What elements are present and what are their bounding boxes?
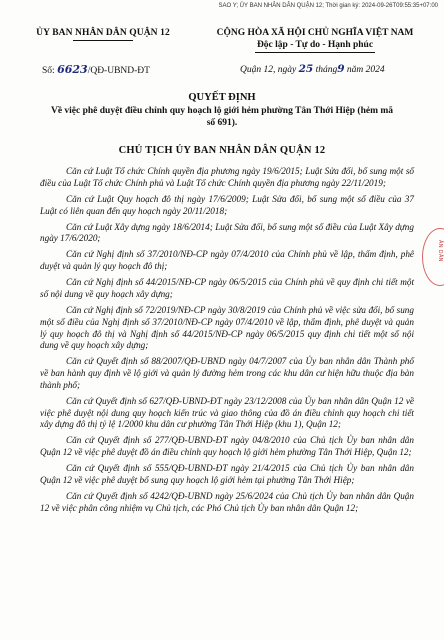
document-title: QUYẾT ĐỊNH: [188, 92, 256, 103]
doc-number-prefix: Số:: [42, 66, 55, 76]
authority-heading: CHỦ TỊCH ỦY BAN NHÂN DÂN QUẬN 12: [118, 145, 326, 156]
legal-basis-paragraph: Căn cứ Quyết định số 88/2007/QĐ-UBND ngày 04/7/2007 của Ủy ban nhân dân Thành phố về ban hành quy định về lộ giới và quản lý đường hẻm trong các khu dân cư hiện hữu thuộc địa bàn thành phố;: [40, 356, 414, 390]
doc-number-handwritten: 6623: [57, 63, 88, 76]
dateline-month: 9: [337, 63, 345, 75]
dateline: [240, 63, 385, 75]
dateline-day: 25: [298, 63, 314, 75]
national-header: [200, 28, 430, 53]
legal-basis-paragraph: Căn cứ Quyết định số 627/QĐ-UBND-ĐT ngày 23/12/2008 của Ủy ban nhân dân Quận 12 về việc phê duyệt nội dung quy hoạch kiến trúc và giao thông của đồ án điều chỉnh quy hoạch chi tiết xây dựng đô thị tỷ lệ 1/2000 khu dân cư phường Tân Thới Hiệp (khu 1), Quận 12;: [40, 395, 414, 430]
nation-name: CỘNG HÒA XÃ HỘI CHỦ NGHĨA VIỆT NAM: [216, 28, 414, 38]
dateline-month-word: tháng: [315, 65, 338, 75]
issuer-underline: [73, 40, 133, 41]
legal-basis-paragraph: Căn cứ Quyết định số 277/QĐ-UBND-ĐT ngày 04/8/2010 của Chủ tịch Ủy ban nhân dân Quận 12 về việc phê duyệt đồ án điều chỉnh quy hoạch lộ giới hẻm phường Tân Thới Hiệp, Quận 12;: [40, 435, 414, 458]
legal-basis-paragraph: Căn cứ Quyết định số 555/QĐ-UBND-ĐT ngày 21/4/2015 của Chủ tịch Ủy ban nhân dân Quận 12 về việc phê duyệt bổ sung quy hoạch lộ giới hẻm tại phường Tân Thới Hiệp;: [40, 463, 414, 486]
legal-basis-paragraph: Căn cứ Luật Quy hoạch đô thị ngày 17/6/2009; Luật Sửa đổi, bổ sung một số điều của 37 Luật có liên quan đến quy hoạch ngày 20/11/2018;: [40, 193, 414, 216]
legal-basis-paragraph: Căn cứ Nghị định số 37/2010/NĐ-CP ngày 07/4/2010 của Chính phủ về lập, thẩm định, phê duyệt và quản lý quy hoạch đô thị;: [40, 249, 414, 272]
dateline-year: năm 2024: [346, 65, 385, 75]
legal-basis-list: [40, 166, 414, 519]
dateline-place: Quận 12, ngày: [240, 65, 297, 75]
legal-basis-paragraph: Căn cứ Luật Tổ chức Chính quyền địa phương ngày 19/6/2015; Luật Sửa đổi, bổ sung một số điều của Luật Tổ chức Chính phủ và Luật Tổ chức Chính quyền địa phương ngày 22/11/2019;: [40, 166, 414, 188]
seal-fragment-text: ÂN DÂN: [437, 240, 443, 262]
digital-signature-stamp: SAO Y; ỦY BAN NHÂN DÂN QUẬN 12; Thời gian ký: 2024-09-26T09:55:35+07:00: [218, 3, 438, 9]
national-motto: Độc lập - Tự do - Hạnh phúc: [256, 40, 374, 50]
legal-basis-paragraph: Căn cứ Luật Xây dựng ngày 18/6/2014; Luật Sửa đổi, bổ sung một số điều của Luật Xây dựng ngày 17/6/2020;: [40, 221, 414, 244]
legal-basis-paragraph: Căn cứ Nghị định số 72/2019/NĐ-CP ngày 30/8/2019 của Chính phủ về việc sửa đổi, bổ sung một số điều của Nghị định số 37/2010/NĐ-CP ngày 07/4/2010 về lập, thẩm định, phê duyệt và quản lý quy hoạch đô thị và Nghị định số 44/2015/NĐ-CP ngày 06/5/2015 quy định chi tiết một số nội dung về quy hoạch xây dựng;: [40, 304, 414, 351]
document-number: [42, 63, 150, 76]
doc-number-suffix: /QĐ-UBND-ĐT: [87, 66, 150, 76]
motto-underline: [255, 52, 375, 53]
issuer-name: ỦY BAN NHÂN DÂN QUẬN 12: [36, 28, 170, 38]
legal-basis-paragraph: Căn cứ Quyết định số 4242/QĐ-UBND ngày 25/6/2024 của Chủ tịch Ủy ban nhân dân Quận 12 về việc phân công nhiệm vụ Chủ tịch, các Phó Chủ tịch Ủy ban nhân dân Quận 12;: [40, 491, 414, 513]
legal-basis-paragraph: Căn cứ Nghị định số 44/2015/NĐ-CP ngày 06/5/2015 của Chính phủ về quy định chi tiết một số nội dung về quy hoạch xây dựng;: [40, 277, 414, 299]
issuer-header: [28, 28, 178, 41]
document-subject: Về việc phê duyệt điều chỉnh quy hoạch lộ giới hẻm phường Tân Thới Hiệp (hẻm mã số 691).: [50, 106, 394, 128]
